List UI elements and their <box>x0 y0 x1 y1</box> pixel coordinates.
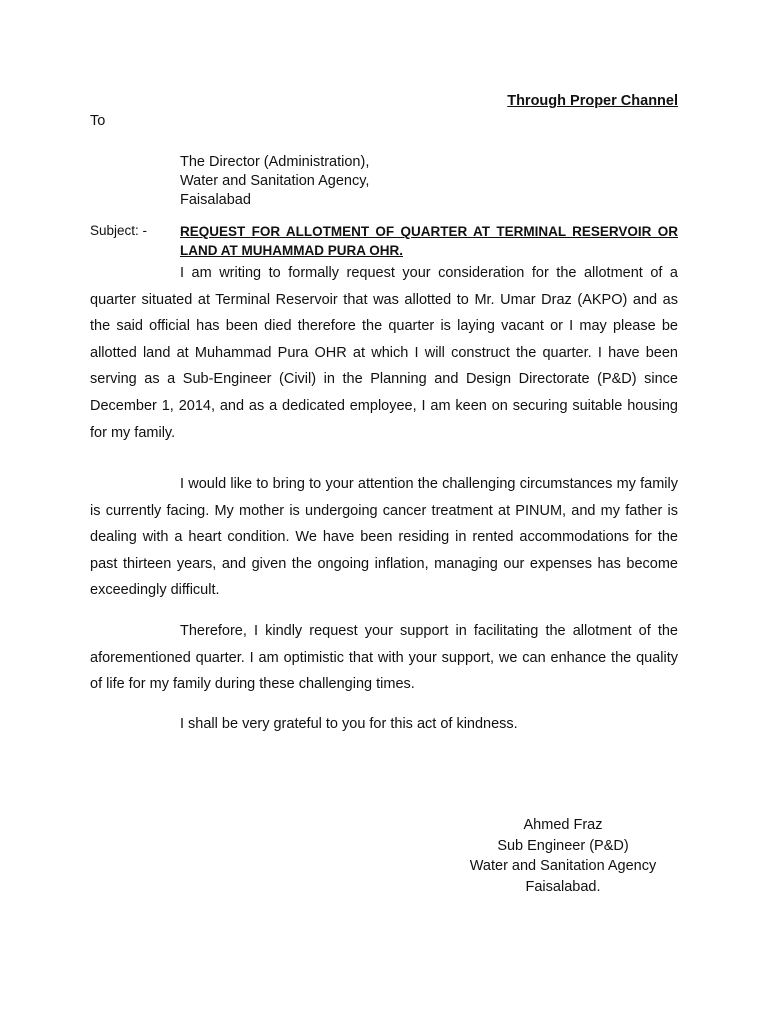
signatory-city: Faisalabad. <box>525 878 601 895</box>
signature-block <box>452 815 674 897</box>
body-paragraph-2: I would like to bring to your attention the challenging circumstances my family is currently facing. My mother is undergoing cancer treatment at PINUM, and my father is dealing with a heart condition. We have been residing in rented accommodations for the past thirteen years, and given the ongoing inflation, managing our expenses has become exceedingly difficult. <box>90 476 678 599</box>
addressee-line-3: Faisalabad <box>180 192 251 208</box>
body-paragraph-1: I am writing to formally request your consideration for the allotment of a quarter situated at Terminal Reservoir that was allotted to Mr. Umar Draz (AKPO) and as the said official has been died therefore the quarter is laying vacant or I may please be allotted land at Muhammad Pura OHR at which I will construct the quarter. I have been serving as a Sub-Engineer (Civil) in the Planning and Design Directorate (P&D) since December 1, 2014, and as a dedicated employee, I am keen on securing suitable housing for my family. <box>90 265 678 441</box>
signatory-organization: Water and Sanitation Agency <box>469 858 657 874</box>
through-proper-channel-heading: Through Proper Channel <box>507 93 678 109</box>
subject-text: REQUEST FOR ALLOTMENT OF QUARTER AT TERMINAL RESERVOIR OR LAND AT MUHAMMAD PURA OHR. <box>180 224 678 258</box>
addressee-line-1: The Director (Administration), <box>180 154 370 170</box>
body-paragraph-4: I shall be very grateful to you for this act of kindness. <box>180 716 518 732</box>
signatory-designation: Sub Engineer (P&D) <box>497 837 629 854</box>
body-paragraph-3: Therefore, I kindly request your support in facilitating the allotment of the aforementioned quarter. I am optimistic that with your support, we can enhance the quality of life for my family during these challenging times. <box>90 623 678 693</box>
addressee-block <box>180 153 369 210</box>
subject-label: Subject: - <box>90 223 148 238</box>
signatory-name: Ahmed Fraz <box>523 817 603 833</box>
addressee-line-2: Water and Sanitation Agency, <box>180 173 370 189</box>
to-label: To <box>90 113 106 129</box>
